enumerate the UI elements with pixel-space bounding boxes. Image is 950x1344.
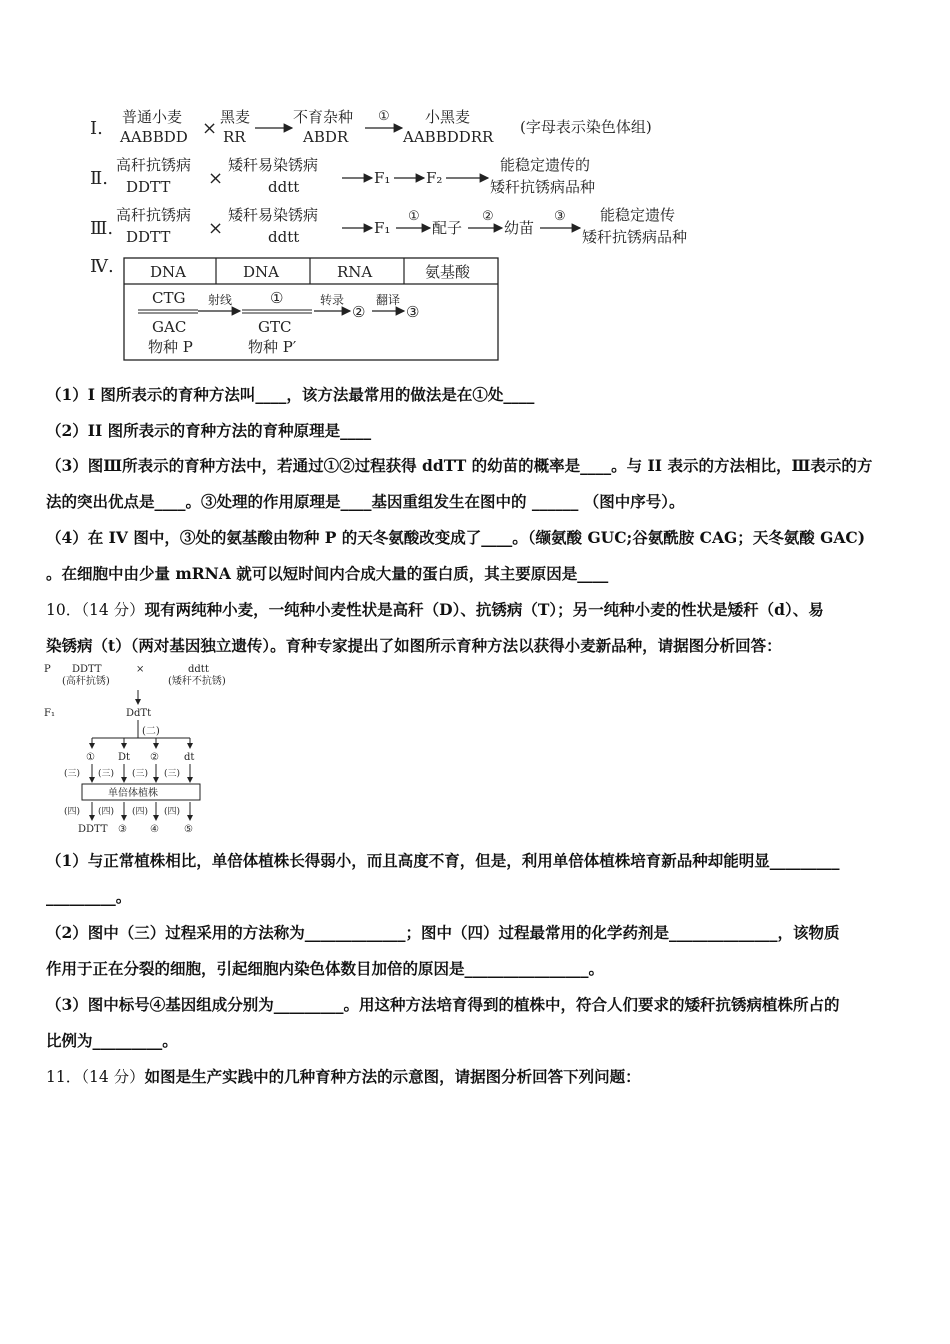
q10-part2-line2: 作用于正在分裂的细胞，引起细胞内染色体数目加倍的原因是________________。 [46,959,605,978]
row2-f1: F₁ [374,169,391,187]
row4-translate: 翻译 [376,293,401,307]
svg-text:×: × [208,218,224,239]
q10-part2-line1: （2）图中（三）过程采用的方法称为_____________；图中（四）过程最常用的化学药剂是______________，该物质 [46,923,840,942]
svg-text:(三): (三) [132,769,149,779]
fig2-p1-note: (高秆抗锈) [62,676,110,687]
row4-label: Ⅳ. [90,256,114,277]
row1-hybrid-geno: ABDR [303,128,349,146]
fig2-product-3: ⑤ [184,824,193,835]
q10-line2: 染锈病（t）（两对基因独立遗传）。育种专家提出了如图所示育种方法以获得小麦新品种，请据图分析回答： [46,636,782,655]
q10-part1-line2: _________。 [46,887,132,906]
row3-step1: ① [408,209,420,224]
row4-header-1: DNA [243,263,279,281]
svg-text:×: × [202,118,218,139]
row3-p1-name: 高秆抗锈病 [116,206,192,224]
q10-part1-line1: （1）与正常植株相比，单倍体植株长得弱小，而且高度不育，但是，利用单倍体植株培育新品种却能明显_________ [46,851,840,870]
svg-text:(四): (四) [98,807,115,817]
row4-circle3: ③ [406,303,420,321]
fig2-gamete-1: Dt [118,752,131,763]
fig2-p2: ddtt [188,664,209,675]
row4-header-3: 氨基酸 [425,263,471,281]
fig2-p1: DDTT [72,664,102,675]
row1-hybrid-name: 不育杂种 [293,108,354,126]
row2-p1-name: 高秆抗锈病 [116,156,192,174]
fig2-product-0: DDTT [78,824,108,835]
row3-p1-geno: DDTT [126,228,171,246]
svg-text:(三): (三) [64,769,81,779]
q10-line1 [46,592,906,628]
row1-product-geno: AABBDDRR [403,128,494,146]
svg-text:(四): (四) [164,807,181,817]
row1-p1-geno: AABBDD [120,128,188,146]
row3-p2-geno: ddtt [268,228,300,246]
fig2-f1: F₁ [44,708,55,719]
row3-gamete: 配子 [432,219,463,237]
row1-step: ① [378,109,390,124]
row2-p1-geno: DDTT [126,178,171,196]
q10-number: 10．（14 分） [46,601,145,619]
svg-text:(三): (三) [164,769,181,779]
q9-part3-line1: （3）图Ⅲ所表示的育种方法中，若通过①②过程获得 ddTT 的幼苗的概率是____。与 II 表示的方法相比，Ⅲ表示的方 [46,456,873,475]
row2-p2-name: 矮秆易染锈病 [228,156,319,174]
row1-p2-name: 黑麦 [220,108,251,126]
row3-label: Ⅲ. [90,218,114,239]
fig2-p: P [44,664,51,675]
haploid-breeding-figure [40,660,270,840]
row3-step2: ② [482,209,494,224]
row1-label: Ⅰ. [90,118,103,139]
row1-note: (字母表示染色体组) [520,118,652,136]
row4-circle1: ① [270,289,284,307]
fig2-product-2: ④ [150,824,159,835]
q10-part3-line1: （3）图中标号④基因组成分别为_________。用这种方法培育得到的植株中，符合人们要求的矮秆抗锈病植株所占的 [46,995,840,1014]
q10-text-1: 现有两纯种小麦，一纯种小麦性状是高秆（D）、抗锈病（T）；另一纯种小麦的性状是矮秆（d）、易 [144,600,824,619]
row4-header-0: DNA [150,263,186,281]
fig2-step2: (二) [142,726,160,737]
fig2-gamete-2: ② [150,752,159,763]
row4-ray: 射线 [208,293,233,307]
q9-part4-line1: （4）在 IV 图中，③处的氨基酸由物种 P 的天冬氨酸改变成了____。（缬氨酸 GUC;谷氨酰胺 CAG；天冬氨酸 GAC) [46,528,866,547]
q9-part1: （1）I 图所表示的育种方法叫____，该方法最常用的做法是在①处____ [46,385,535,404]
q11-text: 如图是生产实践中的几种育种方法的示意图，请据图分析回答下列问题： [144,1067,641,1086]
row1-product-name: 小黑麦 [425,108,471,126]
svg-text:(四): (四) [64,807,81,817]
row4-table [124,258,498,360]
q11-line [46,1059,906,1095]
row3-result2: 矮秆抗锈病品种 [582,228,688,246]
breeding-methods-figure [80,100,740,370]
row4-header-2: RNA [337,263,373,281]
row2-result1: 能稳定遗传的 [500,156,591,174]
row1-p1-name: 普通小麦 [122,108,183,126]
fig2-gamete-3: dt [184,752,195,763]
row4-ctg: CTG [152,289,186,307]
row4-circle2: ② [352,303,366,321]
svg-text:×: × [208,168,224,189]
row4-species-p2: 物种 P′ [248,338,297,356]
row3-result1: 能稳定遗传 [600,206,676,224]
row2-result2: 矮秆抗锈病品种 [490,178,596,196]
row1-p2-geno: RR [223,128,246,146]
svg-text:(四): (四) [132,807,149,817]
q9-part2: （2）II 图所表示的育种方法的育种原理是____ [46,421,372,440]
row2-f2: F₂ [426,169,443,187]
fig2-p2-note: (矮秆不抗锈) [168,676,226,687]
row2-label: Ⅱ. [90,168,108,189]
fig2-cross: × [136,664,145,675]
svg-text:(三): (三) [98,769,115,779]
row4-transcribe: 转录 [320,293,345,307]
fig2-product-1: ③ [118,824,127,835]
row3-seedling: 幼苗 [504,219,535,237]
fig2-f1-geno: DdTt [126,708,152,719]
row2-p2-geno: ddtt [268,178,300,196]
q9-part4-line2: 。在细胞中由少量 mRNA 就可以短时间内合成大量的蛋白质，其主要原因是____ [46,564,609,583]
fig2-gamete-0: ① [86,752,95,763]
q11-number: 11．（14 分） [46,1068,145,1086]
row4-species-p: 物种 P [148,338,193,356]
row4-gac: GAC [152,318,187,336]
row4-gtc: GTC [258,318,292,336]
q10-part3-line2: 比例为_________。 [46,1031,178,1050]
q9-part3-line2: 法的突出优点是____。③处理的作用原理是____基因重组发生在图中的 ______ （图中序号）。 [46,492,685,511]
row3-step3: ③ [554,209,566,224]
row3-p2-name: 矮秆易染锈病 [228,206,319,224]
fig2-haploid: 单倍体植株 [108,788,158,799]
row3-f1: F₁ [374,219,391,237]
